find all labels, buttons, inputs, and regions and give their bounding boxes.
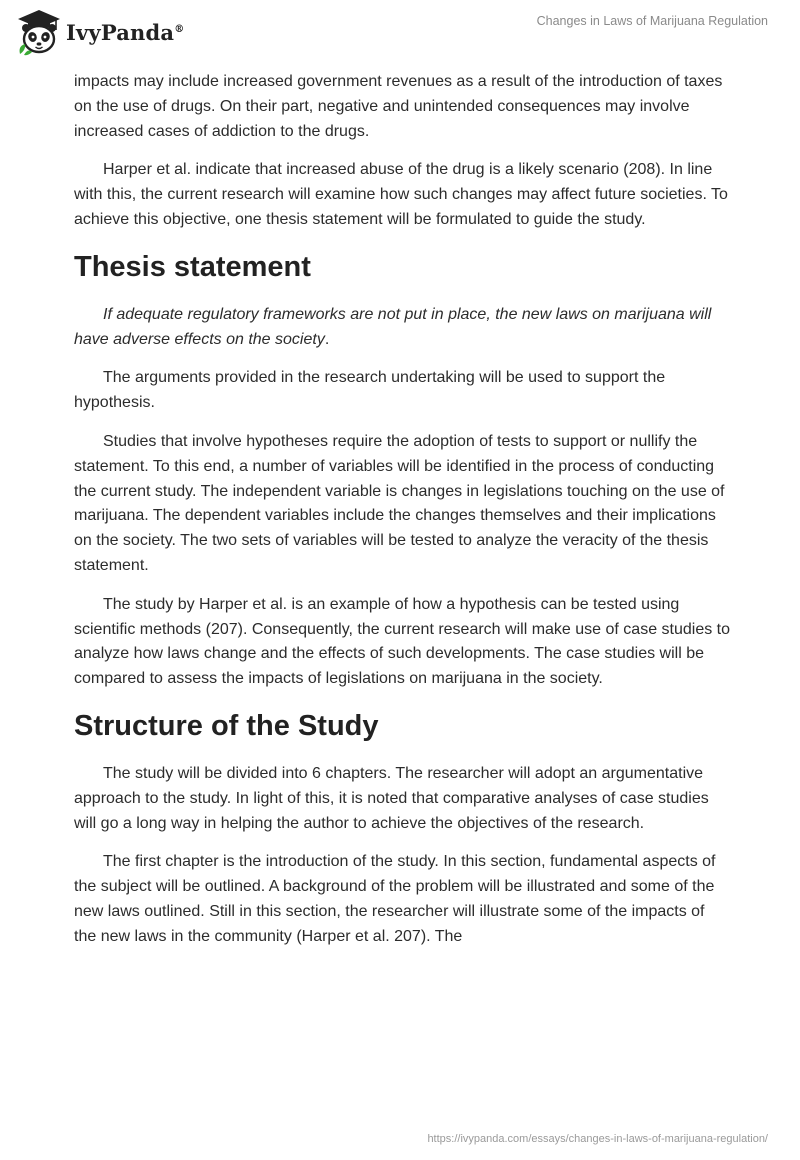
- heading-structure-of-study: Structure of the Study: [74, 709, 379, 742]
- thesis-text: If adequate regulatory frameworks are not put in place, the new laws on marijuana will have adverse effects on the society: [74, 305, 712, 348]
- paragraph: Harper et al. indicate that increased abuse of the drug is a likely scenario (208). In line with this, the current research will examine how such changes may affect future societies. To achieve this objective, one thesis statement will be formulated to guide the study.: [74, 161, 728, 228]
- paragraph: The study by Harper et al. is an example of how a hypothesis can be tested using scientific methods (207). Consequently, the current research will make use of case studies to analyze how laws change and the effects of such developments. The case studies will be compared to assess the impacts of legislations on marijuana in the society.: [74, 595, 731, 688]
- paragraph: The study will be divided into 6 chapters. The researcher will adopt an argumentative approach to the study. In light of this, it is noted that comparative analyses of case studies will go a long way in helping the author to achieve the objectives of the research.: [74, 764, 709, 832]
- thesis-paragraph: If adequate regulatory frameworks are not put in place, the new laws on marijuana will have adverse effects on the society.: [74, 305, 712, 348]
- heading-thesis-statement: Thesis statement: [74, 250, 311, 283]
- panda-graduate-icon: [16, 8, 62, 56]
- paragraph: Studies that involve hypotheses require the adoption of tests to support or nullify the statement. To this end, a number of variables will be identified in the process of conducting the current study. The independent variable is changes in legislations touching on the use of marijuana. The dependent variables include the changes themselves and their implications on the society. The two sets of variables will be tested to analyze the veracity of the thesis statement.: [74, 432, 725, 574]
- paragraph: The arguments provided in the research undertaking will be used to support the hypothesis.: [74, 369, 666, 412]
- source-url[interactable]: https://ivypanda.com/essays/changes-in-laws-of-marijuana-regulation/: [427, 1133, 768, 1145]
- paragraph: impacts may include increased government revenues as a result of the introduction of taxes on the use of drugs. On their part, negative and unintended consequences may involve increased cases of addiction to the drugs.: [74, 73, 723, 140]
- paragraph: The first chapter is the introduction of the study. In this section, fundamental aspects of the subject will be outlined. A background of the problem will be illustrated and some of the new laws outlined. Still in this section, the researcher will illustrate some of the impacts of the new laws in the community (Harper et al. 207). The: [74, 853, 716, 945]
- document-title: Changes in Laws of Marijuana Regulation: [536, 14, 768, 28]
- page-header: [0, 0, 800, 66]
- brand-name: IvyPanda®: [66, 19, 185, 45]
- brand-logo[interactable]: [16, 8, 184, 56]
- essay-content: [74, 70, 730, 964]
